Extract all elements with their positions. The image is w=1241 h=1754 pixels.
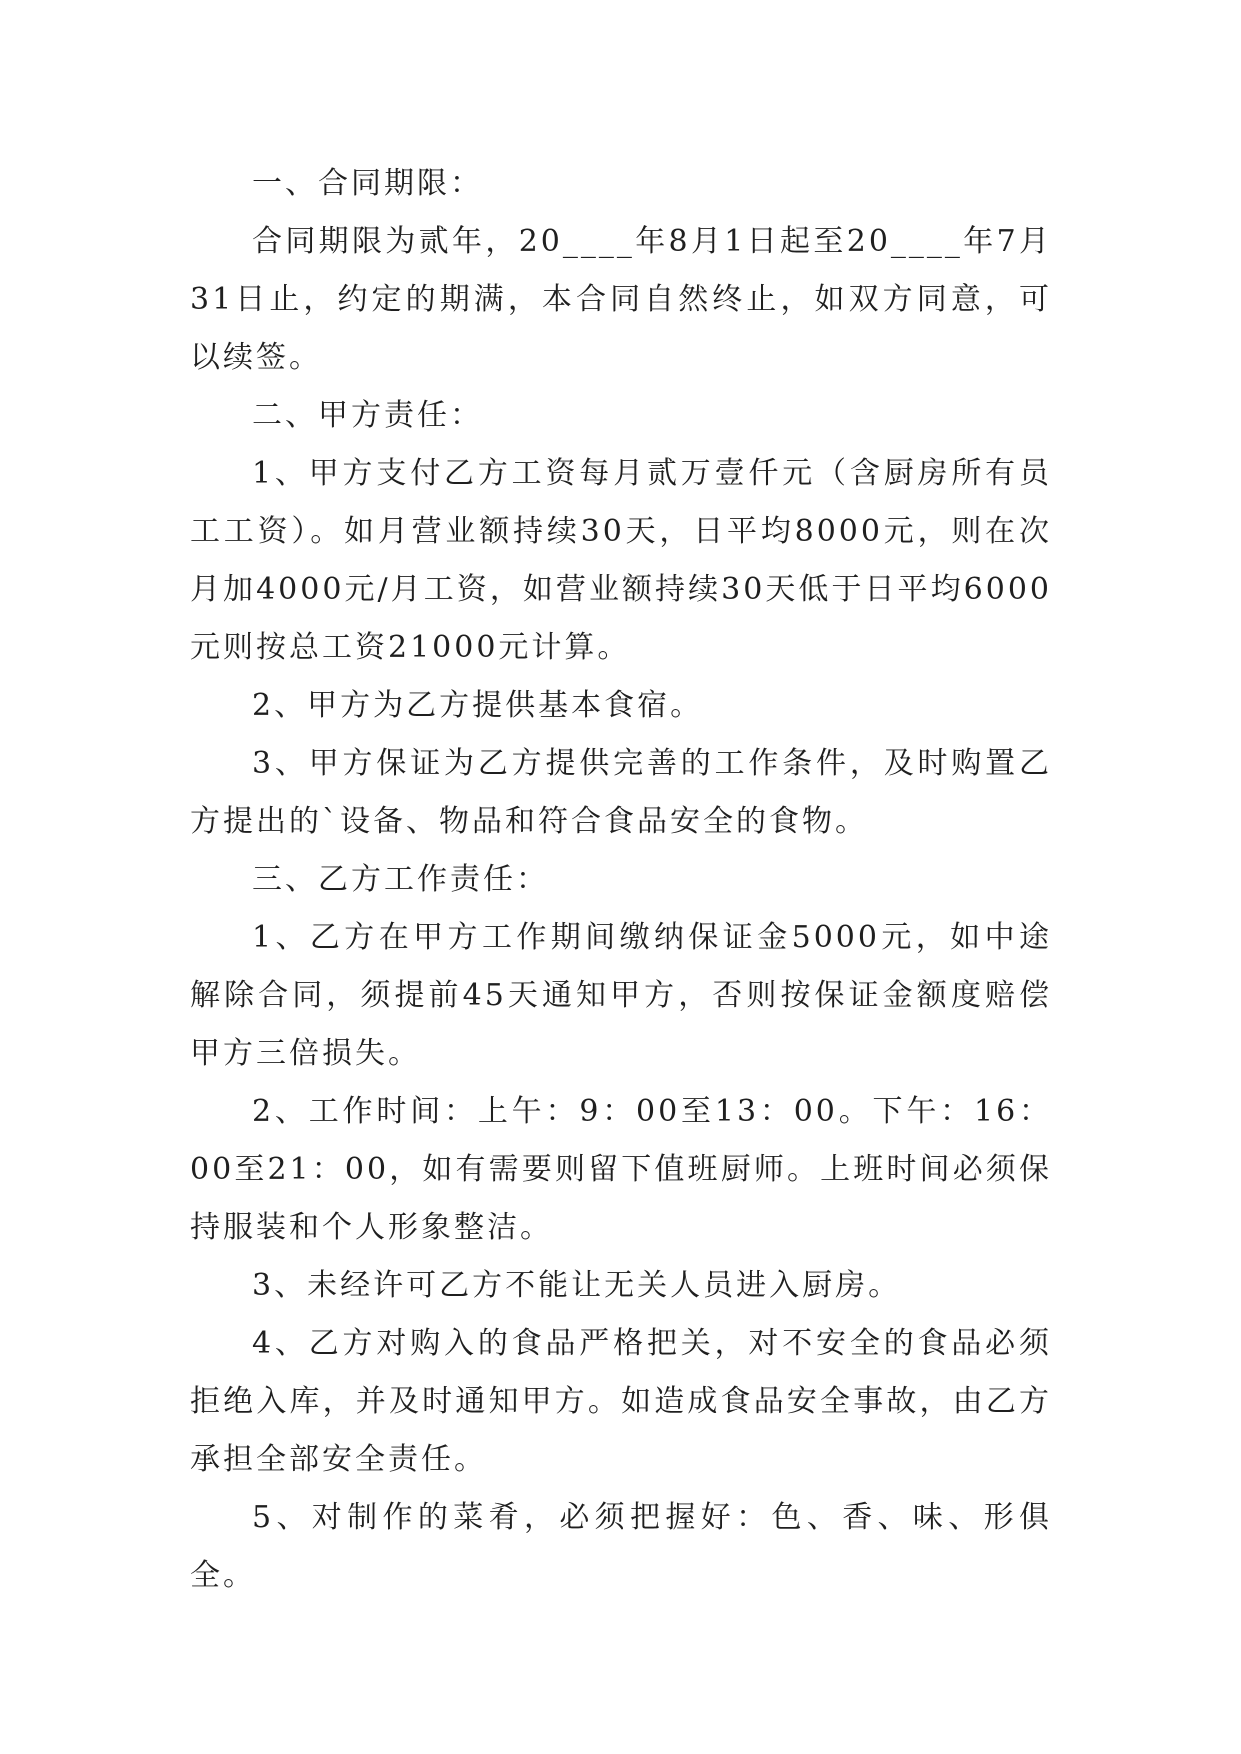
paragraph-party-b-duty-5: 5、对制作的菜肴，必须把握好：色、香、味、形俱全。: [190, 1500, 1052, 1593]
section-heading-contract-term: 一、合同期限：: [252, 166, 483, 201]
paragraph-party-b-duty-4: 4、乙方对购入的食品严格把关，对不安全的食品必须拒绝入库，并及时通知甲方。如造成食品安全事故，由乙方承担全部安全责任。: [190, 1326, 1052, 1477]
section-heading-party-a-duties: 二、甲方责任：: [252, 398, 483, 433]
paragraph-party-b-duty-1: 1、乙方在甲方工作期间缴纳保证金5000元，如中途解除合同，须提前45天通知甲方，否则按保证金额度赔偿甲方三倍损失。: [190, 920, 1052, 1071]
paragraph-party-a-duty-2: 2、甲方为乙方提供基本食宿。: [252, 688, 704, 723]
paragraph-party-b-duty-2: 2、工作时间：上午：9：00至13：00。下午：16：00至21：00，如有需要则留下值班厨师。上班时间必须保持服装和个人形象整洁。: [190, 1094, 1052, 1245]
paragraph-contract-term: 合同期限为贰年，20____年8月1日起至20____年7月31日止，约定的期满，本合同自然终止，如双方同意，可以续签。: [190, 224, 1052, 375]
paragraph-party-a-duty-3: 3、甲方保证为乙方提供完善的工作条件，及时购置乙方提出的`设备、物品和符合食品安全的食物。: [190, 746, 1052, 839]
paragraph-party-b-duty-3: 3、未经许可乙方不能让无关人员进入厨房。: [252, 1268, 902, 1303]
section-heading-party-b-duties: 三、乙方工作责任：: [252, 862, 549, 897]
paragraph-party-a-duty-1: 1、甲方支付乙方工资每月贰万壹仟元（含厨房所有员工工资）。如月营业额持续30天，日平均8000元，则在次月加4000元/月工资，如营业额持续30天低于日平均6000元则按总工资21000元计算。: [190, 456, 1052, 665]
document-body: [190, 155, 1052, 1605]
